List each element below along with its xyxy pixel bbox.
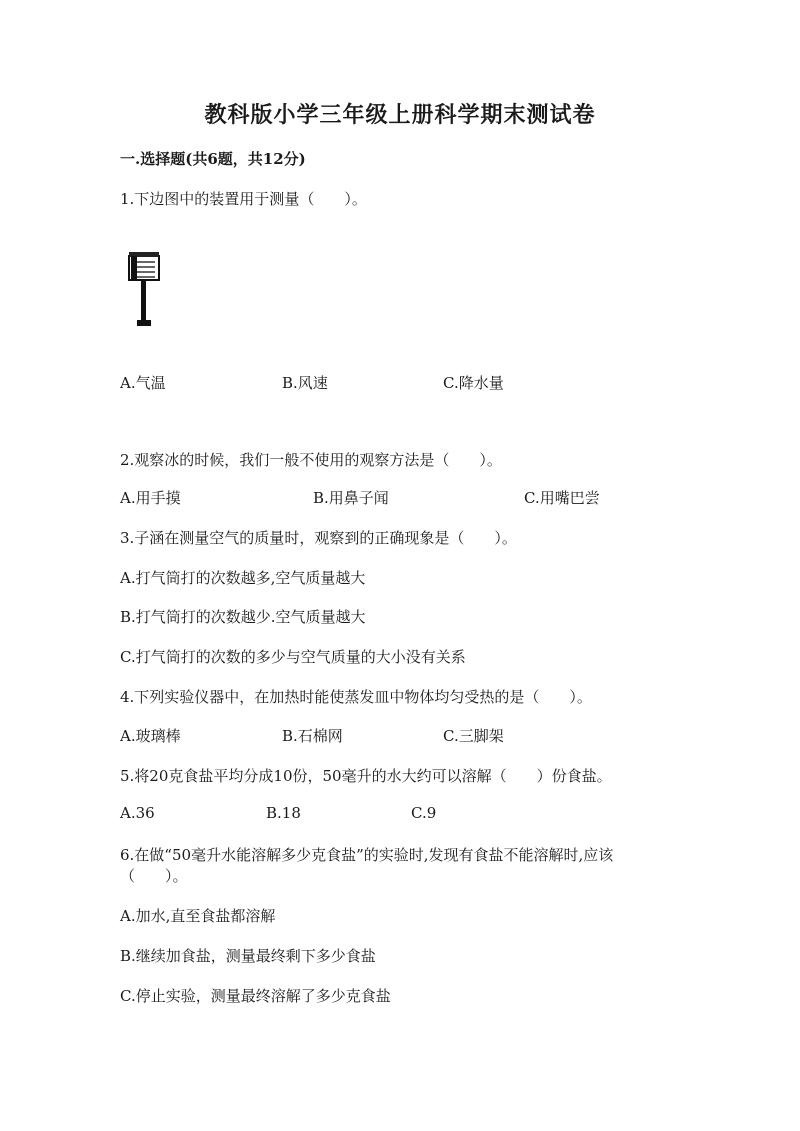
question-6-text-line1: 6.在做“50毫升水能溶解多少克食盐”的实验时,发现有食盐不能溶解时,应该 <box>120 846 614 864</box>
question-6-option-c: C.停止实验，测量最终溶解了多少克食盐 <box>120 987 391 1005</box>
page-title: 教科版小学三年级上册科学期末测试卷 <box>204 102 596 128</box>
question-4-option-c: C.三脚架 <box>443 727 504 745</box>
section-heading: 一.选择题(共6题，共12分) <box>120 150 306 168</box>
question-2-option-c: C.用嘴巴尝 <box>524 489 600 507</box>
weather-instrument-shelter-icon <box>128 250 162 328</box>
question-6-option-b: B.继续加食盐，测量最终剩下多少食盐 <box>120 947 376 965</box>
question-3-option-c: C.打气筒打的次数的多少与空气质量的大小没有关系 <box>120 648 466 666</box>
question-3-text: 3.子涵在测量空气的质量时，观察到的正确现象是（ ）。 <box>120 529 517 547</box>
question-5-option-c: C.9 <box>411 804 437 822</box>
question-4-option-b: B.石棉网 <box>282 727 343 745</box>
question-2-text: 2.观察冰的时候，我们一般不使用的观察方法是（ ）。 <box>120 451 502 469</box>
question-3-option-a: A.打气筒打的次数越多,空气质量越大 <box>120 569 366 587</box>
question-2-option-b: B.用鼻子闻 <box>313 489 389 507</box>
question-2-option-a: A.用手摸 <box>120 489 181 507</box>
question-1-option-b: B.风速 <box>282 374 328 392</box>
question-1-option-a: A.气温 <box>120 374 166 392</box>
question-1-option-c: C.降水量 <box>443 374 504 392</box>
question-1-text: 1.下边图中的装置用于测量（ ）。 <box>120 190 367 208</box>
question-5-option-b: B.18 <box>266 804 301 822</box>
question-6-option-a: A.加水,直至食盐都溶解 <box>120 907 276 925</box>
question-5-text: 5.将20克食盐平均分成10份，50毫升的水大约可以溶解（ ）份食盐。 <box>120 767 612 785</box>
question-5-option-a: A.36 <box>120 804 155 822</box>
question-4-option-a: A.玻璃棒 <box>120 727 181 745</box>
question-3-option-b: B.打气筒打的次数越少.空气质量越大 <box>120 608 366 626</box>
question-6-text-line2: （ ）。 <box>120 867 188 885</box>
question-4-text: 4.下列实验仪器中，在加热时能使蒸发皿中物体均匀受热的是（ ）。 <box>120 688 592 706</box>
